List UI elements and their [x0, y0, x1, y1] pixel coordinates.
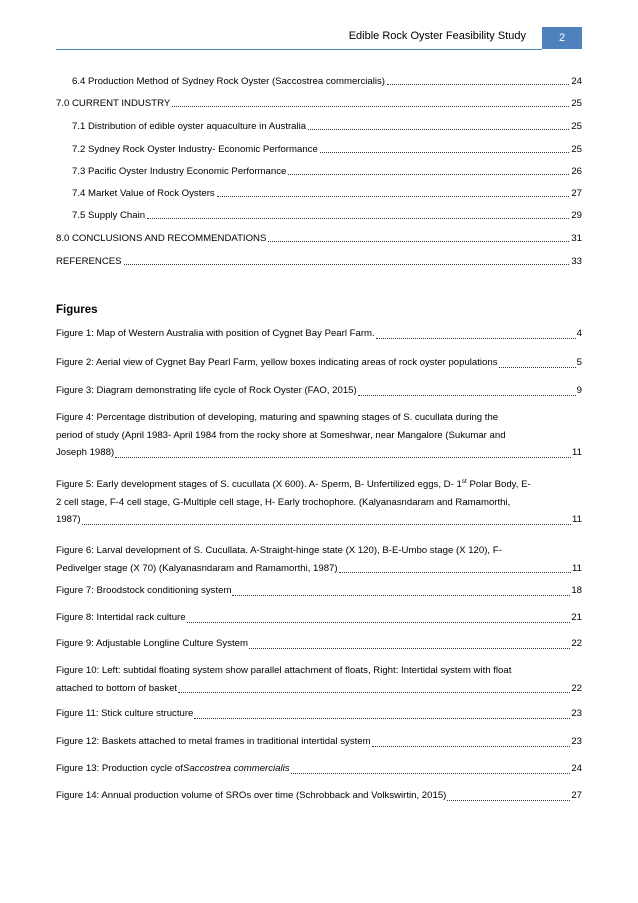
figure-caption: Joseph 1988)	[56, 447, 115, 458]
figure-caption: Figure 2: Aerial view of Cygnet Bay Pearl Farm, yellow boxes indicating areas of rock oyster populations	[56, 357, 498, 368]
dot-leader	[387, 81, 569, 85]
figure-page: 27	[571, 790, 582, 801]
dot-leader	[339, 569, 571, 573]
toc-entry-page: 25	[571, 98, 582, 109]
figure-entry[interactable]	[56, 662, 582, 697]
toc-entry-page: 31	[571, 233, 582, 244]
toc-entry[interactable]	[56, 121, 582, 133]
dot-leader	[115, 454, 571, 458]
toc-entry-title: REFERENCES	[56, 256, 122, 267]
figure-caption-line: Figure 10: Left: subtidal floating system show parallel attachment of floats, Right: Intertidal system with float	[56, 665, 512, 676]
figure-page: 24	[571, 763, 582, 774]
figure-caption: Figure 14: Annual production volume of SROs over time (Schrobback and Volkswirtin, 2015)	[56, 790, 447, 801]
figure-page: 23	[571, 736, 582, 747]
toc-entry[interactable]	[56, 76, 582, 88]
page-number-badge: 2	[542, 27, 582, 49]
figure-page: 11	[572, 514, 582, 525]
figure-caption-line: 2 cell stage, F-4 cell stage, G-Multiple cell stage, H- Early trochophore. (Kalyanasndaram and Ramamorthi,	[56, 496, 511, 508]
figure-caption: Figure 8: Intertidal rack culture	[56, 612, 186, 623]
figure-page: 11	[572, 562, 582, 574]
figure-entry[interactable]	[56, 760, 582, 778]
figure-page: 9	[576, 385, 582, 396]
dot-leader	[147, 215, 569, 219]
toc-entry-page: 27	[571, 188, 582, 199]
toc-entry-page: 25	[571, 144, 582, 155]
toc-entry-page: 29	[571, 210, 582, 221]
toc-entry-page: 24	[571, 76, 582, 87]
figure-entry[interactable]	[56, 733, 582, 751]
toc-entry-page: 33	[571, 256, 582, 267]
figure-page: 22	[571, 682, 582, 694]
header-divider	[56, 49, 542, 50]
dot-leader	[217, 193, 570, 197]
dot-leader	[249, 645, 570, 649]
figure-caption: Figure 9: Adjustable Longline Culture System	[56, 638, 248, 649]
dot-leader	[187, 619, 571, 623]
figure-caption-line: Polar Body, E-	[466, 479, 531, 490]
figure-page: 11	[572, 447, 582, 458]
figure-entry[interactable]	[56, 382, 582, 400]
toc-entry[interactable]	[56, 233, 582, 245]
dot-leader	[124, 261, 570, 265]
figure-entry[interactable]	[56, 582, 582, 600]
dot-leader	[372, 743, 571, 747]
dot-leader	[291, 770, 571, 774]
figure-entry[interactable]	[56, 542, 582, 577]
figure-entry[interactable]	[56, 635, 582, 653]
figure-page: 22	[571, 638, 582, 649]
document-title: Edible Rock Oyster Feasibility Study	[348, 30, 526, 42]
toc-entry[interactable]	[56, 166, 582, 178]
toc-entry-title: 7.1 Distribution of edible oyster aquaculture in Australia	[72, 121, 307, 132]
figure-page: 5	[576, 357, 582, 368]
figure-page: 23	[571, 708, 582, 719]
figure-caption-line: period of study (April 1983- April 1984 from the rocky shore at Someshwar, near Mangalore (Sukumar and	[56, 429, 506, 441]
toc-entry-title: 7.5 Supply Chain	[72, 210, 146, 221]
figure-entry[interactable]	[56, 705, 582, 723]
dot-leader	[447, 797, 570, 801]
figure-caption-line: Figure 6: Larval development of S. Cucullata. A-Straight-hinge state (X 120), B-E-Umbo stage (X 120), F-	[56, 545, 502, 556]
toc-entry[interactable]	[56, 188, 582, 200]
dot-leader	[320, 149, 570, 153]
dot-leader	[499, 364, 576, 368]
figure-page: 18	[571, 585, 582, 596]
figure-entry[interactable]	[56, 325, 582, 343]
figure-caption-line: Figure 5: Early development stages of S. cucullata (X 600). A- Sperm, B- Unfertilized eggs, D- 1	[56, 479, 462, 490]
figure-caption: Figure 13: Production cycle of	[56, 763, 183, 774]
figure-entry[interactable]	[56, 476, 582, 529]
toc-entry[interactable]	[56, 210, 582, 222]
toc-entry-title: 7.0 CURRENT INDUSTRY	[56, 98, 171, 109]
dot-leader	[288, 171, 569, 175]
toc-entry-title: 7.4 Market Value of Rock Oysters	[72, 188, 215, 199]
toc-entry-title: 7.3 Pacific Oyster Industry Economic Performance	[72, 166, 287, 177]
toc-entry-title: 7.2 Sydney Rock Oyster Industry- Economic Performance	[72, 144, 318, 155]
figure-caption: Figure 3: Diagram demonstrating life cycle of Rock Oyster (FAO, 2015)	[56, 385, 357, 396]
toc-entry[interactable]	[56, 98, 582, 110]
dot-leader	[376, 335, 576, 339]
dot-leader	[308, 126, 569, 130]
figure-caption: 1987)	[56, 514, 81, 525]
figures-heading: Figures	[56, 304, 98, 316]
figure-caption: Figure 1: Map of Western Australia with position of Cygnet Bay Pearl Farm.	[56, 328, 375, 339]
species-name: Saccostrea commercialis	[182, 763, 290, 774]
toc-entry-title: 6.4 Production Method of Sydney Rock Oyster (Saccostrea commercialis)	[72, 76, 385, 87]
figure-entry[interactable]	[56, 609, 582, 627]
figure-caption-line: Figure 4: Percentage distribution of developing, maturing and spawning stages of S. cucullata during the	[56, 412, 499, 423]
superscript: st	[461, 477, 467, 485]
figure-entry[interactable]	[56, 409, 582, 462]
figure-caption: Figure 11: Stick culture structure	[56, 708, 194, 719]
dot-leader	[172, 103, 569, 107]
toc-entry[interactable]	[56, 256, 582, 268]
dot-leader	[194, 715, 570, 719]
page-header	[56, 30, 582, 48]
figure-entry[interactable]	[56, 787, 582, 805]
toc-entry-page: 26	[571, 166, 582, 177]
dot-leader	[178, 689, 570, 693]
figure-caption: attached to bottom of basket	[56, 682, 178, 694]
dot-leader	[268, 238, 569, 242]
figure-page: 4	[576, 328, 582, 339]
figure-caption: Figure 7: Broodstock conditioning system	[56, 585, 232, 596]
toc-entry-page: 25	[571, 121, 582, 132]
figure-caption: Figure 12: Baskets attached to metal frames in traditional intertidal system	[56, 736, 371, 747]
figure-caption: Pedivelger stage (X 70) (Kalyanasndaram and Ramamorthi, 1987)	[56, 562, 338, 574]
dot-leader	[358, 392, 576, 396]
dot-leader	[232, 592, 570, 596]
figure-entry[interactable]	[56, 354, 582, 372]
toc-entry-title: 8.0 CONCLUSIONS AND RECOMMENDATIONS	[56, 233, 267, 244]
dot-leader	[82, 521, 571, 525]
toc-entry[interactable]	[56, 144, 582, 156]
figure-page: 21	[571, 612, 582, 623]
